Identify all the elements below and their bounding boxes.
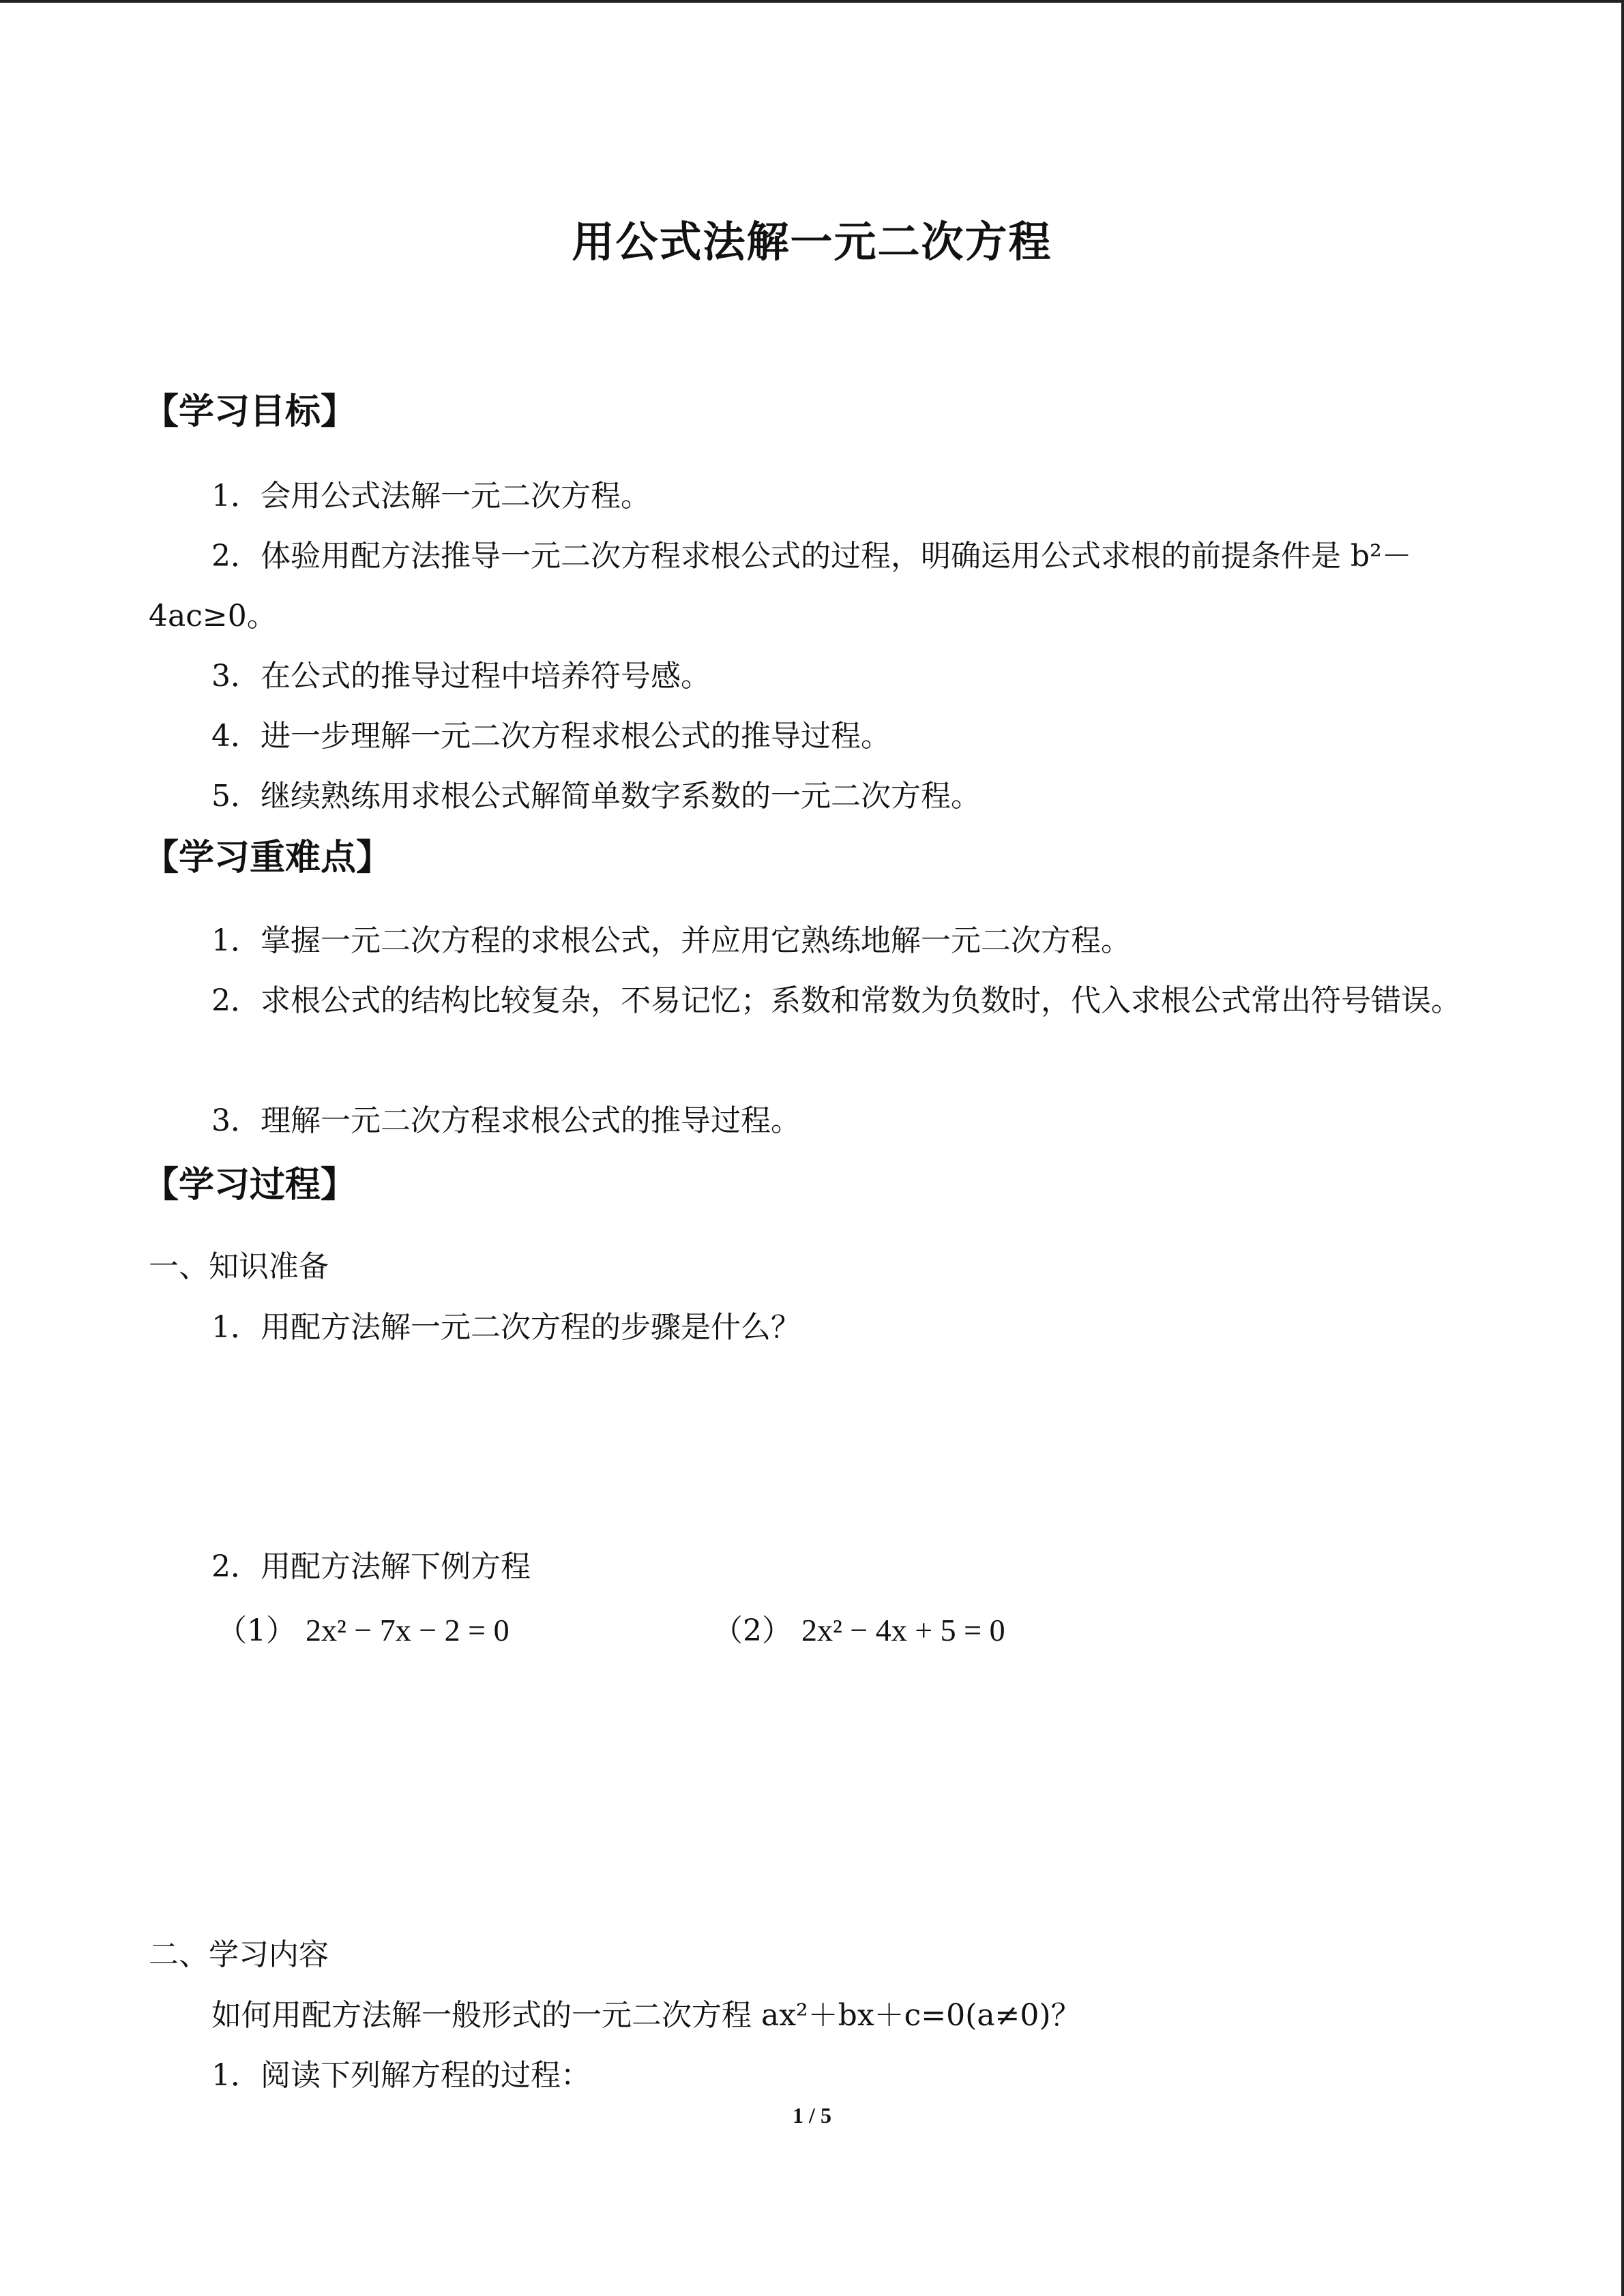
equation-2 — [713, 1615, 1005, 1646]
heading-objectives: 【学习目标】 — [143, 391, 357, 432]
heading-process: 【学习过程】 — [143, 1165, 357, 1206]
equation-1-expression: 2x² − 7x − 2 = 0 — [306, 1613, 510, 1648]
part2-intro: 如何用配方法解一般形式的一元二次方程 ax²＋bx＋c=0(a≠0)？ — [211, 1998, 1081, 2033]
equation-1-label: （1） — [217, 1613, 296, 1648]
objective-item-3: 3．在公式的推导过程中培养符号感。 — [211, 659, 711, 694]
key-point-item-2: 2．求根公式的结构比较复杂，不易记忆；系数和常数为负数时，代入求根公式常出符号错误。 — [211, 983, 1461, 1018]
objective-item-5: 5．继续熟练用求根公式解简单数字系数的一元二次方程。 — [211, 779, 981, 814]
equation-2-expression: 2x² − 4x + 5 = 0 — [801, 1613, 1005, 1648]
objective-item-1: 1．会用公式法解一元二次方程。 — [211, 479, 651, 513]
key-point-item-3: 3．理解一元二次方程求根公式的推导过程。 — [211, 1103, 801, 1138]
part1-question-1: 1．用配方法解一元二次方程的步骤是什么？ — [211, 1310, 801, 1345]
heading-key-points: 【学习重难点】 — [143, 837, 392, 878]
part2-question-1: 1．阅读下列解方程的过程： — [211, 2058, 591, 2093]
page-top-border — [0, 0, 1624, 3]
page-right-border — [1621, 0, 1624, 2296]
objective-item-4: 4．进一步理解一元二次方程求根公式的推导过程。 — [211, 719, 891, 754]
part2-title: 二、学习内容 — [149, 1937, 329, 1972]
key-point-item-1: 1．掌握一元二次方程的求根公式，并应用它熟练地解一元二次方程。 — [211, 923, 1131, 958]
objective-item-2: 2．体验用配方法推导一元二次方程求根公式的过程，明确运用公式求根的前提条件是 b²－4ac≥0。 — [149, 539, 1412, 633]
equation-1 — [217, 1615, 510, 1646]
part1-question-2: 2．用配方法解下例方程 — [211, 1549, 531, 1584]
page-title: 用公式法解一元二次方程 — [572, 217, 1052, 267]
page-number: 1 / 5 — [793, 2103, 831, 2128]
part1-title: 一、知识准备 — [149, 1249, 329, 1284]
equation-2-label: （2） — [713, 1613, 792, 1648]
